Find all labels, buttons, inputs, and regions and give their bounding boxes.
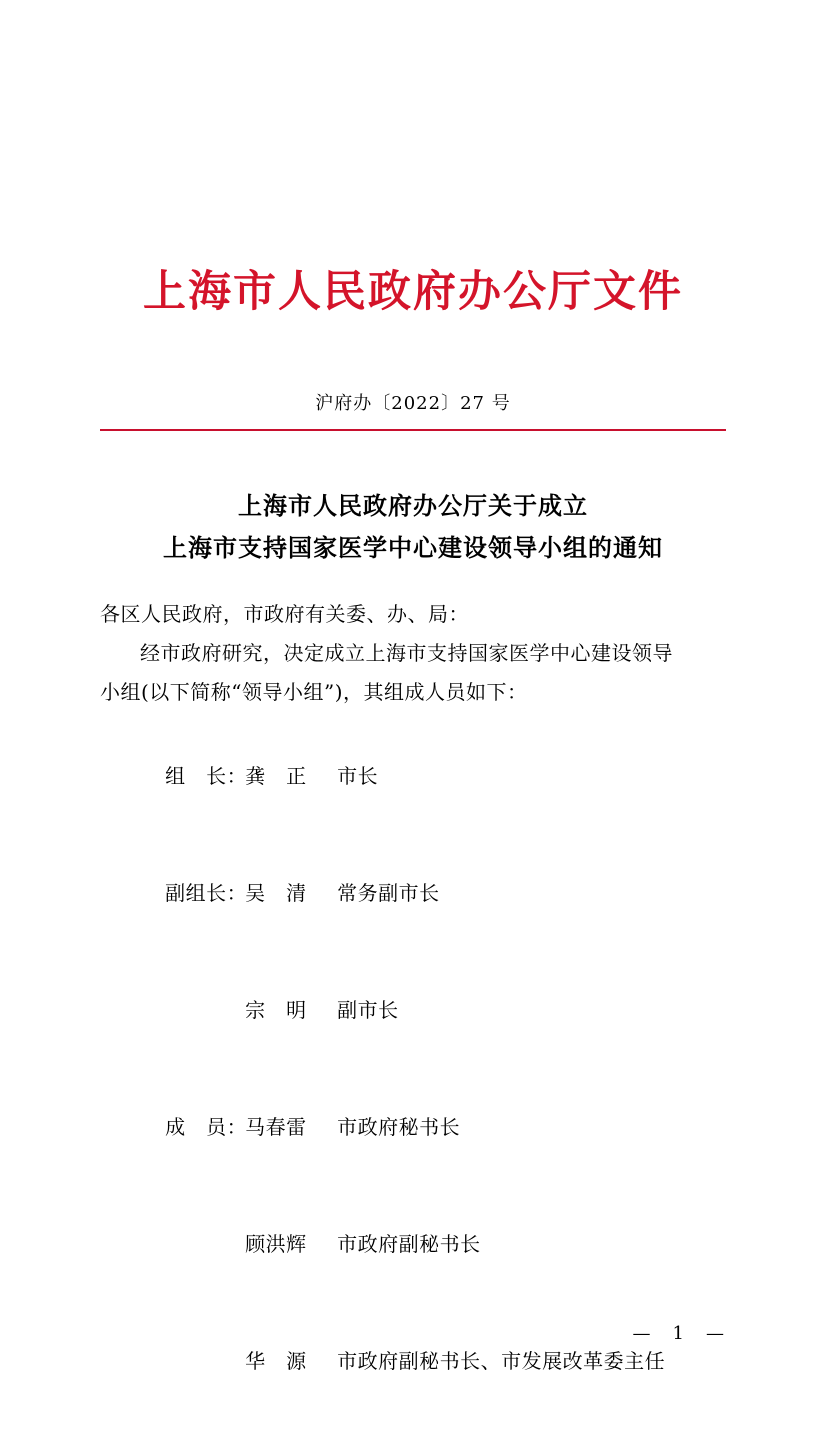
roster-row xyxy=(100,1186,726,1303)
roster-role: 成 员： xyxy=(165,1115,248,1140)
roster-row xyxy=(100,835,726,952)
roster-row xyxy=(100,952,726,1069)
roster-name: 龚 正 xyxy=(245,764,307,789)
roster-title: 副市长 xyxy=(337,998,399,1023)
document-subject xyxy=(100,485,726,569)
roster-name: 马春雷 xyxy=(245,1115,307,1140)
roster-name: 顾洪辉 xyxy=(245,1232,307,1257)
roster-role: 副组长： xyxy=(165,881,248,906)
document-number: 沪府办〔2022〕27 号 xyxy=(315,393,511,415)
roster-title: 市政府秘书长 xyxy=(337,1115,461,1140)
roster-name: 吴 清 xyxy=(245,881,307,906)
document-body xyxy=(100,595,726,712)
roster-row xyxy=(100,718,726,835)
salutation: 各区人民政府，市政府有关委、办、局： xyxy=(100,602,469,627)
roster-role: 组 长： xyxy=(165,764,248,789)
leading-group-roster xyxy=(100,718,726,1420)
document-header-title: 上海市人民政府办公厅文件 xyxy=(143,267,683,317)
red-divider-rule xyxy=(100,429,726,431)
document-page xyxy=(0,268,826,1437)
roster-title: 市政府副秘书长 xyxy=(337,1232,481,1257)
roster-title: 市政府副秘书长、市发展改革委主任 xyxy=(337,1349,666,1374)
roster-name: 宗 明 xyxy=(245,998,307,1023)
roster-title: 市长 xyxy=(337,764,379,789)
subject-line-1: 上海市人民政府办公厅关于成立 xyxy=(238,491,588,521)
body-paragraph-1: 经市政府研究，决定成立上海市支持国家医学中心建设领导 xyxy=(140,641,673,666)
subject-line-2: 上海市支持国家医学中心建设领导小组的通知 xyxy=(163,533,663,563)
roster-name: 华 源 xyxy=(245,1349,307,1374)
body-paragraph-2: 小组(以下简称“领导小组”)，其组成人员如下： xyxy=(100,680,528,705)
page-number: — 1 — xyxy=(632,1323,726,1344)
roster-title: 常务副市长 xyxy=(337,881,440,906)
